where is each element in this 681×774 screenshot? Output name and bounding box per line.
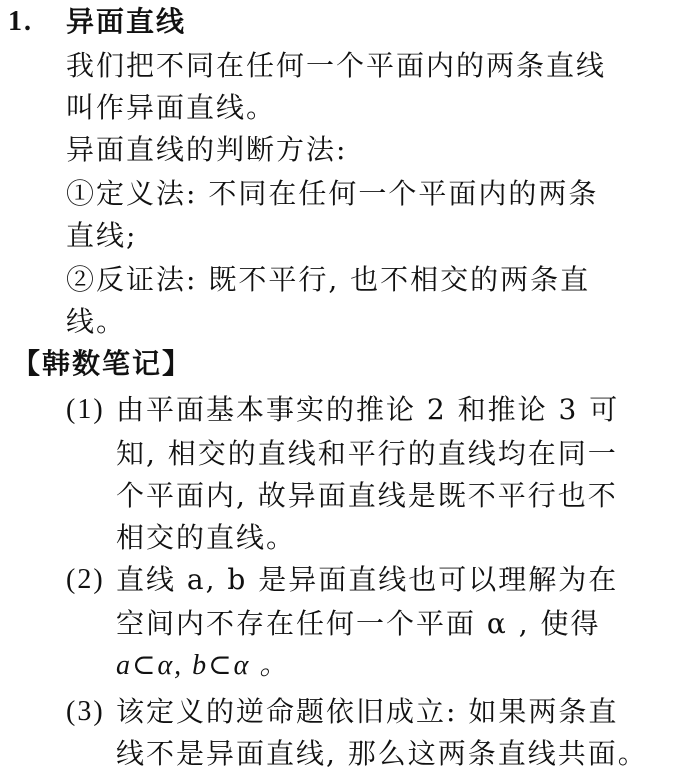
note-1-line-4: 相交的直线。 xyxy=(116,521,297,554)
method-1-line-1: ①定义法: 不同在任何一个平面内的两条 xyxy=(66,177,599,210)
section-number: 1. xyxy=(8,6,33,37)
method-2-line-2: 线。 xyxy=(66,305,127,338)
notes-title: 【韩数笔记】 xyxy=(12,347,193,380)
method-2-line-1: ②反证法: 既不平行, 也不相交的两条直 xyxy=(66,263,591,296)
note-3-line-1: 该定义的逆命题依旧成立: 如果两条直 xyxy=(116,695,619,728)
definition-line-2: 叫作异面直线。 xyxy=(66,91,277,124)
note-2-line-2: 空间内不存在任何一个平面 α , 使得 xyxy=(116,607,601,640)
note-1-label: (1) xyxy=(66,394,105,425)
method-title: 异面直线的判断方法: xyxy=(66,133,348,166)
note-1-line-1: 由平面基本事实的推论 2 和推论 3 可 xyxy=(116,393,620,426)
definition-line-1: 我们把不同在任何一个平面内的两条直线 xyxy=(66,49,607,82)
section-title: 异面直线 xyxy=(66,5,187,38)
note-3-line-2: 线不是异面直线, 那么这两条直线共面。 xyxy=(116,737,648,770)
method-1-line-2: 直线; xyxy=(66,219,138,252)
note-1-line-2: 知, 相交的直线和平行的直线均在同一 xyxy=(116,437,618,470)
note-2-line-1: 直线 a, b 是异面直线也可以理解为在 xyxy=(116,563,619,596)
note-1-line-3: 个平面内, 故异面直线是既不平行也不 xyxy=(116,479,618,512)
note-3-label: (3) xyxy=(66,696,105,727)
note-2-line-3: a⊂α, b⊂α 。 xyxy=(116,650,290,681)
note-2-label: (2) xyxy=(66,564,105,595)
